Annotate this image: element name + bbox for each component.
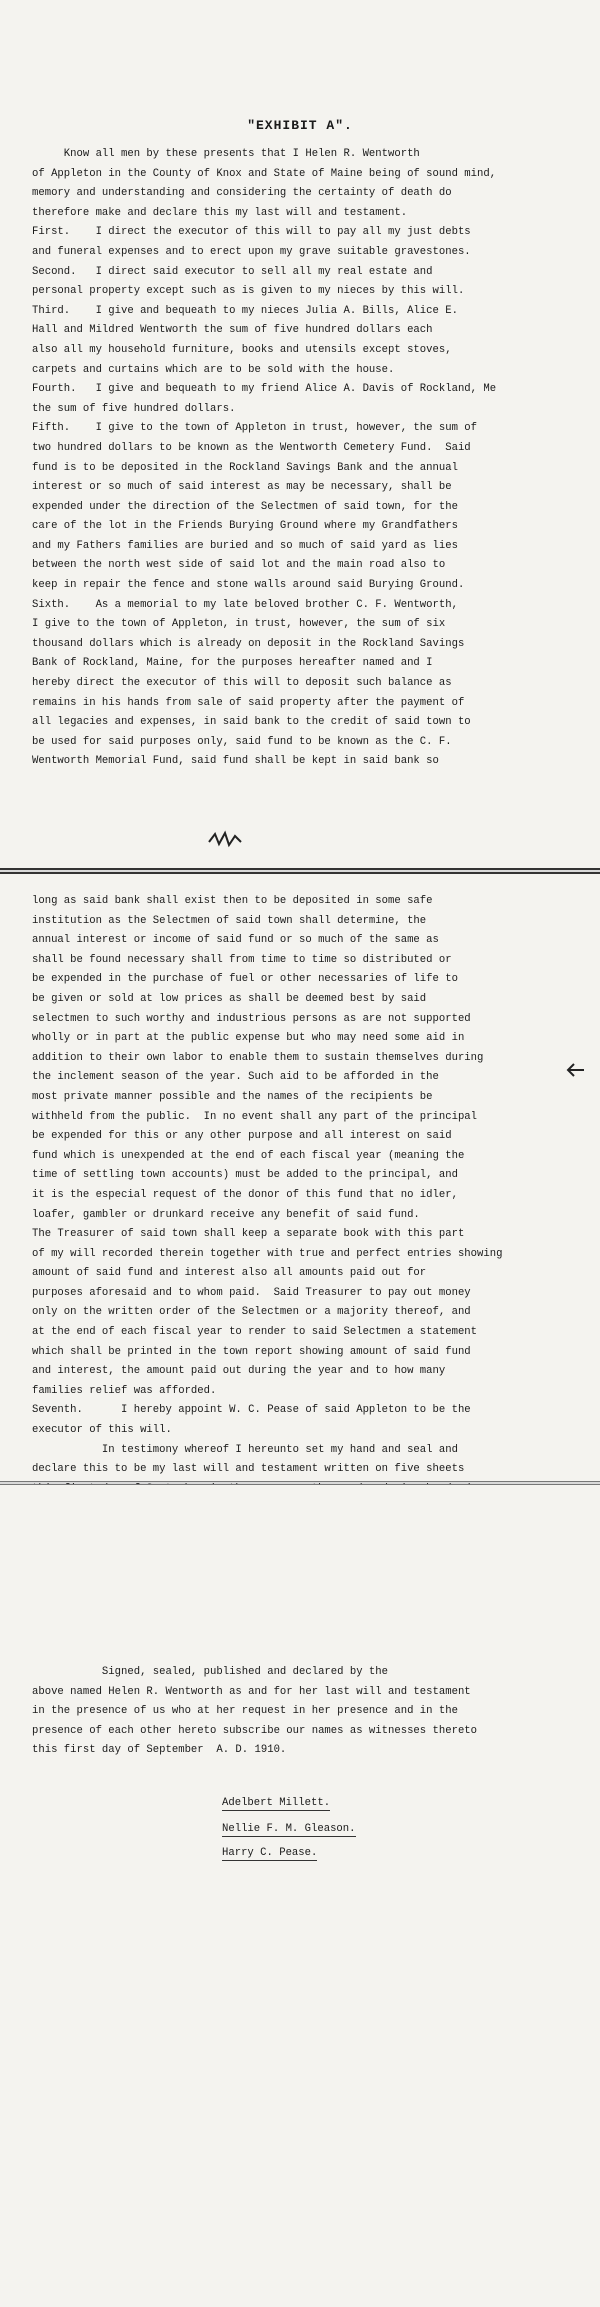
text-line: withheld from the public. In no event shall any part of the principal [32,1110,478,1123]
text-line: this first day of September A. D. 1910. [32,1744,287,1757]
text-line: purposes aforesaid and to whom paid. Said Treasurer to pay out money [32,1286,471,1299]
text-line: be used for said purposes only, said fund to be known as the C. F. [32,735,452,748]
text-line: interest or so much of said interest as may be necessary, shall be [32,481,452,494]
text-line: executor of this will. [32,1424,172,1437]
text-line: Seventh. I hereby appoint W. C. Pease of said Appleton to be the [32,1404,471,1417]
text-line: time of settling town accounts) must be added to the principal, and [32,1169,458,1182]
text-line: memory and understanding and considering the certainty of death do [32,187,452,200]
text-line: most private manner possible and the names of the recipients be [32,1090,433,1103]
witness-signature-2: Nellie F. M. Gleason. [222,1823,356,1835]
text-line: personal property except such as is given to my nieces by this will. [32,285,465,298]
text-line: remains in his hands from sale of said property after the payment of [32,696,465,709]
text-line: shall be found necessary shall from time to time so distributed or [32,953,452,966]
text-line: and funeral expenses and to erect upon my grave suitable gravestones. [32,245,471,258]
page-1 [0,0,600,870]
text-line: the sum of five hundred dollars. [32,402,236,415]
text-line: long as said bank shall exist then to be deposited in some safe [32,895,433,907]
text-line: be expended in the purchase of fuel or other necessaries of life to [32,973,458,986]
text-line: Know all men by these presents that I Helen R. Wentworth [32,148,420,160]
text-line: it is the especial request of the donor of this fund that no idler, [32,1188,458,1201]
text-line: declare this to be my last will and testament written on five sheets [32,1463,465,1476]
text-line: the inclement season of the year. Such aid to be afforded in the [32,1071,439,1084]
text-line: wholly or in part at the public expense but who may need some aid in [32,1032,465,1045]
text-line: all legacies and expenses, in said bank to the credit of said town to [32,716,471,729]
text-line: In testimony whereof I hereunto set my hand and seal and [32,1443,458,1456]
text-line: families relief was afforded. [32,1384,217,1397]
text-line: institution as the Selectmen of said town shall determine, the [32,914,427,927]
attestation-clause [32,1663,562,1761]
text-line: and my Fathers families are buried and so much of said yard as lies [32,539,458,552]
page-2-body [32,892,562,1519]
text-line: thousand dollars which is already on deposit in the Rockland Savings [32,637,465,650]
text-line: loafer, gambler or drunkard receive any benefit of said fund. [32,1208,420,1221]
text-line: The Treasurer of said town shall keep a separate book with this part [32,1228,465,1241]
text-line: Third. I give and bequeath to my nieces Julia A. Bills, Alice E. [32,304,458,317]
text-line: and interest, the amount paid out during the year and to how many [32,1365,446,1378]
text-line: also all my household furniture, books and utensils except stoves, [32,343,452,356]
text-line: be expended for this or any other purpose and all interest on said [32,1130,452,1143]
text-line: Bank of Rockland, Maine, for the purposes hereafter named and I [32,657,433,670]
text-line: at the end of each fiscal year to render to said Selectmen a statement [32,1326,478,1339]
margin-arrow-icon [564,1059,586,1081]
text-line: Fifth. I give to the town of Appleton in trust, however, the sum of [32,422,478,435]
text-line: care of the lot in the Friends Burying Ground where my Grandfathers [32,520,458,533]
text-line: Signed, sealed, published and declared by the [32,1666,389,1678]
document-title: "EXHIBIT A". [247,118,353,133]
witness-signature-1: Adelbert Millett. [222,1797,331,1809]
text-line: in the presence of us who at her request in her presence and in the [32,1705,458,1718]
text-line: carpets and curtains which are to be sold with the house. [32,363,395,376]
text-line: of my will recorded therein together with true and perfect entries showing [32,1247,503,1260]
page-1-body [32,145,562,772]
text-line: First. I direct the executor of this will to pay all my just debts [32,226,471,239]
text-line: only on the written order of the Selectmen or a majority thereof, and [32,1306,471,1319]
text-line: fund which is unexpended at the end of each fiscal year (meaning the [32,1149,465,1162]
text-line: hereby direct the executor of this will to deposit such balance as [32,677,452,690]
text-line: expended under the direction of the Selectmen of said town, for the [32,500,458,513]
text-line: of Appleton in the County of Knox and State of Maine being of sound mind, [32,167,497,180]
text-line: be given or sold at low prices as shall be deemed best by said [32,992,427,1005]
text-line: keep in repair the fence and stone walls around said Burying Ground. [32,579,465,592]
text-line: Second. I direct said executor to sell all my real estate and [32,265,433,278]
ink-smudge-icon [205,830,245,848]
text-line: Sixth. As a memorial to my late beloved brother C. F. Wentworth, [32,598,458,611]
text-line: two hundred dollars to be known as the Wentworth Cemetery Fund. Said [32,441,471,454]
text-line: Wentworth Memorial Fund, said fund shall be kept in said bank so [32,755,439,768]
text-line: Fourth. I give and bequeath to my friend Alice A. Davis of Rockland, Me [32,383,497,396]
text-line: selectmen to such worthy and industrious persons as are not supported [32,1012,471,1025]
text-line: presence of each other hereto subscribe our names as witnesses thereto [32,1724,478,1737]
witness-signature-3: Harry C. Pease. [222,1847,318,1859]
text-line: annual interest or income of said fund or so much of the same as [32,934,439,947]
text-line: fund is to be deposited in the Rockland Savings Bank and the annual [32,461,458,474]
text-line: between the north west side of said lot and the main road also to [32,559,446,572]
text-line: above named Helen R. Wentworth as and for her last will and testament [32,1685,471,1698]
page-3 [0,1484,600,2307]
text-line: amount of said fund and interest also all amounts paid out for [32,1267,427,1280]
text-line: Hall and Mildred Wentworth the sum of five hundred dollars each [32,324,433,337]
text-line: I give to the town of Appleton, in trust, however, the sum of six [32,618,446,631]
page-2 [0,872,600,1482]
text-line: therefore make and declare this my last will and testament. [32,206,408,219]
text-line: addition to their own labor to enable them to sustain themselves during [32,1051,484,1064]
text-line: which shall be printed in the town report showing amount of said fund [32,1345,471,1358]
